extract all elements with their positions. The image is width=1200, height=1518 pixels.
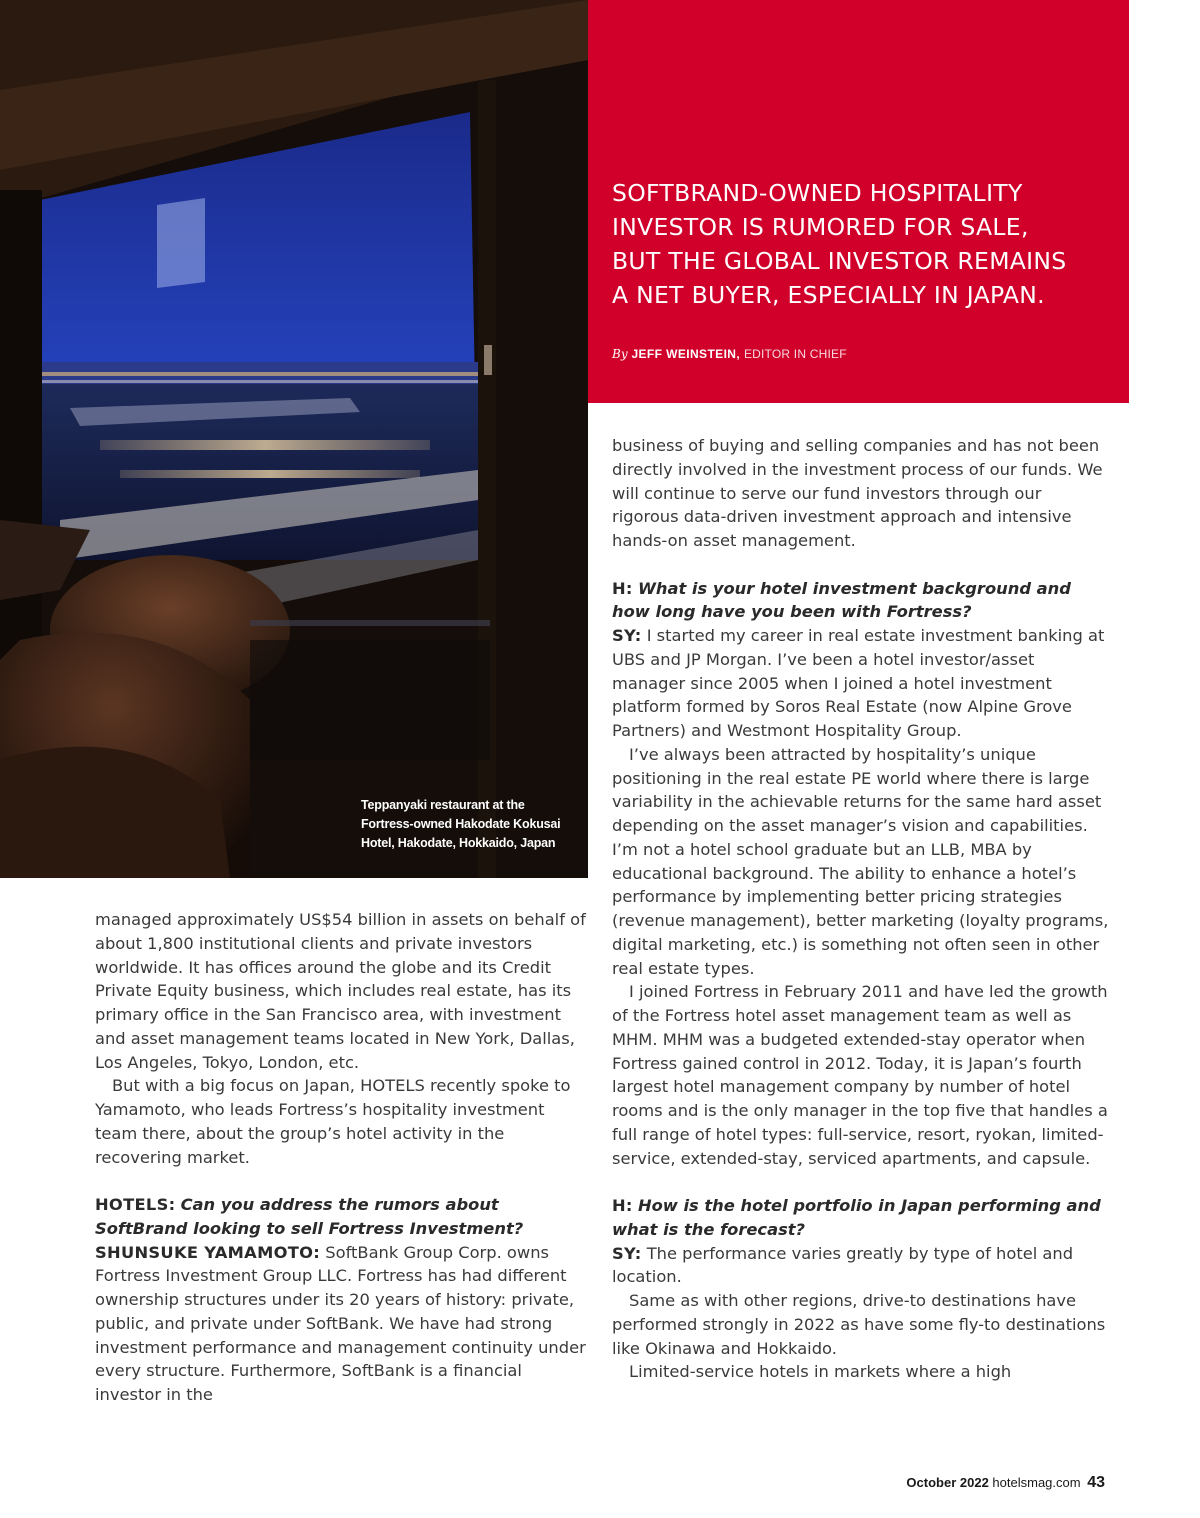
paragraph: I’ve always been attracted by hospitality’s unique positioning in the real estate PE world where there is large variability in the achievable returns for the same hard asset depending on the asset manager’s vision and capabilities. I’m not a hotel school graduate but an LLB, MBA by educational background. The ability to enhance a hotel’s performance by implementing better pricing strategies (revenue management), better marketing (loyalty programs, digital marketing, etc.) is something not often seen in other real estate types. [612, 744, 1109, 978]
deck-line: SOFTBRAND-OWNED HOSPITALITY [612, 179, 1023, 207]
hero-photo [0, 0, 588, 878]
deck-line: BUT THE GLOBAL INVESTOR REMAINS [612, 247, 1067, 275]
answer [95, 1241, 590, 1407]
article-deck [612, 176, 1122, 312]
answer-text: I started my career in real estate investment banking at UBS and JP Morgan. I’ve been a hotel investor/asset manager since 2005 when I joined a hotel investment platform formed by Soros Real Estate (now Alpine Grove Partners) and Westmont Hospitality Group. [612, 626, 1105, 740]
deck-line: A NET BUYER, ESPECIALLY IN JAPAN. [612, 281, 1045, 309]
paragraph: Limited-service hotels in markets where a high [629, 1362, 1012, 1382]
paragraph: Same as with other regions, drive-to destinations have performed strongly in 2022 as have some fly-to destinations like Okinawa and Hokkaido. [612, 1291, 1106, 1358]
question-label: H: [612, 1196, 633, 1215]
restaurant-night-view-image [0, 0, 588, 878]
footer-issue: October 2022 [906, 1475, 989, 1490]
header-block [588, 0, 1129, 403]
question-text: How is the hotel portfolio in Japan performing and what is the forecast? [612, 1196, 1101, 1239]
question [612, 1194, 1112, 1242]
byline-by: By [612, 347, 628, 361]
answer [612, 624, 1112, 743]
byline [612, 347, 847, 361]
byline-role: EDITOR IN CHIEF [743, 347, 847, 361]
paragraph: business of buying and selling companies and has not been directly involved in the investment process of our funds. We will continue to serve our fund investors through our rigorous data-driven investment approach and intensive hands-on asset management. [612, 436, 1103, 550]
question [95, 1193, 590, 1241]
left-column [95, 908, 590, 1407]
question-label: HOTELS: [95, 1195, 176, 1214]
footer-site: hotelsmag.com [992, 1475, 1081, 1490]
paragraph: managed approximately US$54 billion in assets on behalf of about 1,800 institutional clients and private investors worldwide. It has offices around the globe and its Credit Private Equity business, which includes real estate, has its primary office in the San Francisco area, with investment and asset management teams located in New York, Dallas, Los Angeles, Tokyo, London, etc. [95, 910, 586, 1072]
paragraph: I joined Fortress in February 2011 and have led the growth of the Fortress hotel asset management team as well as MHM. MHM was a budgeted extended-stay operator when Fortress gained control in 2012. Today, it is Japan’s fourth largest hotel management company by number of hotel rooms and is the only manager in the top five that handles a full range of hotel types: full-service, resort, ryokan, limited-service, extended-stay, serviced apartments, and capsule. [612, 982, 1108, 1168]
question-text: What is your hotel investment background and how long have you been with Fortress? [612, 578, 1071, 622]
answer-label: SY: [612, 1243, 642, 1263]
paragraph: But with a big focus on Japan, HOTELS recently spoke to Yamamoto, who leads Fortress’s hospitality investment team there, about the group’s hotel activity in the recovering market. [95, 1076, 571, 1167]
question [612, 577, 1112, 625]
page-number: 43 [1087, 1474, 1105, 1491]
question-text: Can you address the rumors about SoftBrand looking to sell Fortress Investment? [95, 1195, 524, 1238]
answer-label: SY: [612, 626, 642, 645]
answer [612, 1242, 1112, 1290]
byline-author: JEFF WEINSTEIN, [631, 347, 741, 361]
right-column [612, 434, 1112, 1384]
deck-line: INVESTOR IS RUMORED FOR SALE, [612, 213, 1029, 241]
answer-label: SHUNSUKE YAMAMOTO: [95, 1242, 321, 1262]
answer-text: The performance varies greatly by type of hotel and location. [612, 1243, 1074, 1287]
photo-caption: Teppanyaki restaurant at the Fortress-owned Hakodate Kokusai Hotel, Hakodate, Hokkaido, Japan [361, 798, 561, 850]
answer-text: SoftBank Group Corp. owns Fortress Investment Group LLC. Fortress has had different ownership structures under its 20 years of history: private, public, and private under SoftBank. We have had strong investment performance and management continuity under every structure. Furthermore, SoftBank is a financial investor in the [95, 1242, 586, 1404]
question-label: H: [612, 578, 633, 598]
page-footer [906, 1474, 1105, 1492]
